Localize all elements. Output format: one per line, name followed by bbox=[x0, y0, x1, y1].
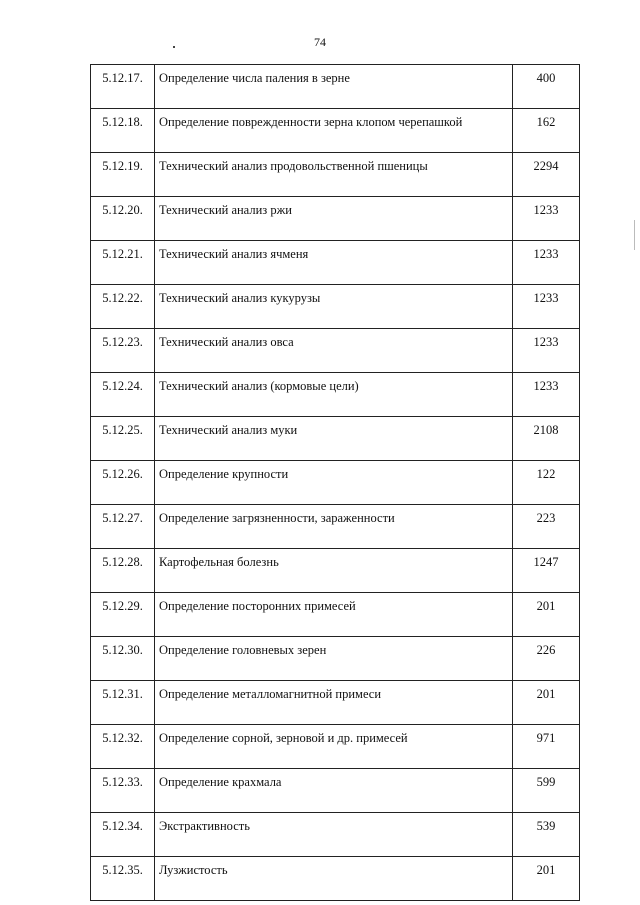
table-row bbox=[91, 373, 580, 417]
row-code: 5.12.22. bbox=[91, 285, 155, 329]
row-price: 223 bbox=[513, 505, 580, 549]
row-name: Определение посторонних примесей bbox=[155, 593, 513, 637]
table-row bbox=[91, 417, 580, 461]
row-name: Технический анализ ячменя bbox=[155, 241, 513, 285]
row-name: Экстрактивность bbox=[155, 813, 513, 857]
row-price: 1247 bbox=[513, 549, 580, 593]
table-row bbox=[91, 725, 580, 769]
row-code: 5.12.35. bbox=[91, 857, 155, 901]
table-row bbox=[91, 109, 580, 153]
row-name: Определение металломагнитной примеси bbox=[155, 681, 513, 725]
row-code: 5.12.25. bbox=[91, 417, 155, 461]
row-name: Картофельная болезнь bbox=[155, 549, 513, 593]
table-row bbox=[91, 813, 580, 857]
row-name: Определение поврежденности зерна клопом черепашкой bbox=[155, 109, 513, 153]
table-row bbox=[91, 769, 580, 813]
row-code: 5.12.23. bbox=[91, 329, 155, 373]
row-code: 5.12.21. bbox=[91, 241, 155, 285]
table-body bbox=[91, 65, 580, 901]
row-price: 1233 bbox=[513, 197, 580, 241]
page-number: 74 bbox=[314, 35, 326, 49]
row-name: Технический анализ овса bbox=[155, 329, 513, 373]
row-price: 201 bbox=[513, 681, 580, 725]
row-name: Технический анализ продовольственной пшеницы bbox=[155, 153, 513, 197]
row-code: 5.12.27. bbox=[91, 505, 155, 549]
table-row bbox=[91, 329, 580, 373]
row-price: 971 bbox=[513, 725, 580, 769]
row-code: 5.12.20. bbox=[91, 197, 155, 241]
row-price: 2294 bbox=[513, 153, 580, 197]
table-row bbox=[91, 637, 580, 681]
row-code: 5.12.24. bbox=[91, 373, 155, 417]
row-name: Определение числа паления в зерне bbox=[155, 65, 513, 109]
table-row bbox=[91, 197, 580, 241]
table-row bbox=[91, 153, 580, 197]
scan-edge-mark bbox=[634, 220, 635, 250]
row-name: Технический анализ кукурузы bbox=[155, 285, 513, 329]
row-price: 201 bbox=[513, 593, 580, 637]
row-price: 201 bbox=[513, 857, 580, 901]
scan-speck bbox=[173, 46, 175, 48]
table-row bbox=[91, 505, 580, 549]
table-row bbox=[91, 681, 580, 725]
row-price: 539 bbox=[513, 813, 580, 857]
table-row bbox=[91, 593, 580, 637]
table-row bbox=[91, 549, 580, 593]
row-price: 1233 bbox=[513, 241, 580, 285]
row-code: 5.12.34. bbox=[91, 813, 155, 857]
row-code: 5.12.31. bbox=[91, 681, 155, 725]
row-name: Определение загрязненности, зараженности bbox=[155, 505, 513, 549]
row-code: 5.12.33. bbox=[91, 769, 155, 813]
row-name: Определение головневых зерен bbox=[155, 637, 513, 681]
table-row bbox=[91, 65, 580, 109]
row-name: Лузжистость bbox=[155, 857, 513, 901]
row-price: 2108 bbox=[513, 417, 580, 461]
row-code: 5.12.32. bbox=[91, 725, 155, 769]
table-row bbox=[91, 857, 580, 901]
table-row bbox=[91, 241, 580, 285]
row-price: 122 bbox=[513, 461, 580, 505]
table-row bbox=[91, 461, 580, 505]
price-table bbox=[90, 64, 580, 901]
row-code: 5.12.28. bbox=[91, 549, 155, 593]
row-code: 5.12.19. bbox=[91, 153, 155, 197]
row-code: 5.12.30. bbox=[91, 637, 155, 681]
row-price: 1233 bbox=[513, 329, 580, 373]
row-name: Определение крахмала bbox=[155, 769, 513, 813]
row-price: 1233 bbox=[513, 285, 580, 329]
row-name: Технический анализ ржи bbox=[155, 197, 513, 241]
row-price: 599 bbox=[513, 769, 580, 813]
row-name: Определение крупности bbox=[155, 461, 513, 505]
row-code: 5.12.17. bbox=[91, 65, 155, 109]
row-code: 5.12.29. bbox=[91, 593, 155, 637]
table-row bbox=[91, 285, 580, 329]
row-price: 1233 bbox=[513, 373, 580, 417]
row-code: 5.12.26. bbox=[91, 461, 155, 505]
row-price: 400 bbox=[513, 65, 580, 109]
row-name: Технический анализ (кормовые цели) bbox=[155, 373, 513, 417]
row-price: 226 bbox=[513, 637, 580, 681]
row-code: 5.12.18. bbox=[91, 109, 155, 153]
row-name: Технический анализ муки bbox=[155, 417, 513, 461]
row-price: 162 bbox=[513, 109, 580, 153]
row-name: Определение сорной, зерновой и др. примесей bbox=[155, 725, 513, 769]
